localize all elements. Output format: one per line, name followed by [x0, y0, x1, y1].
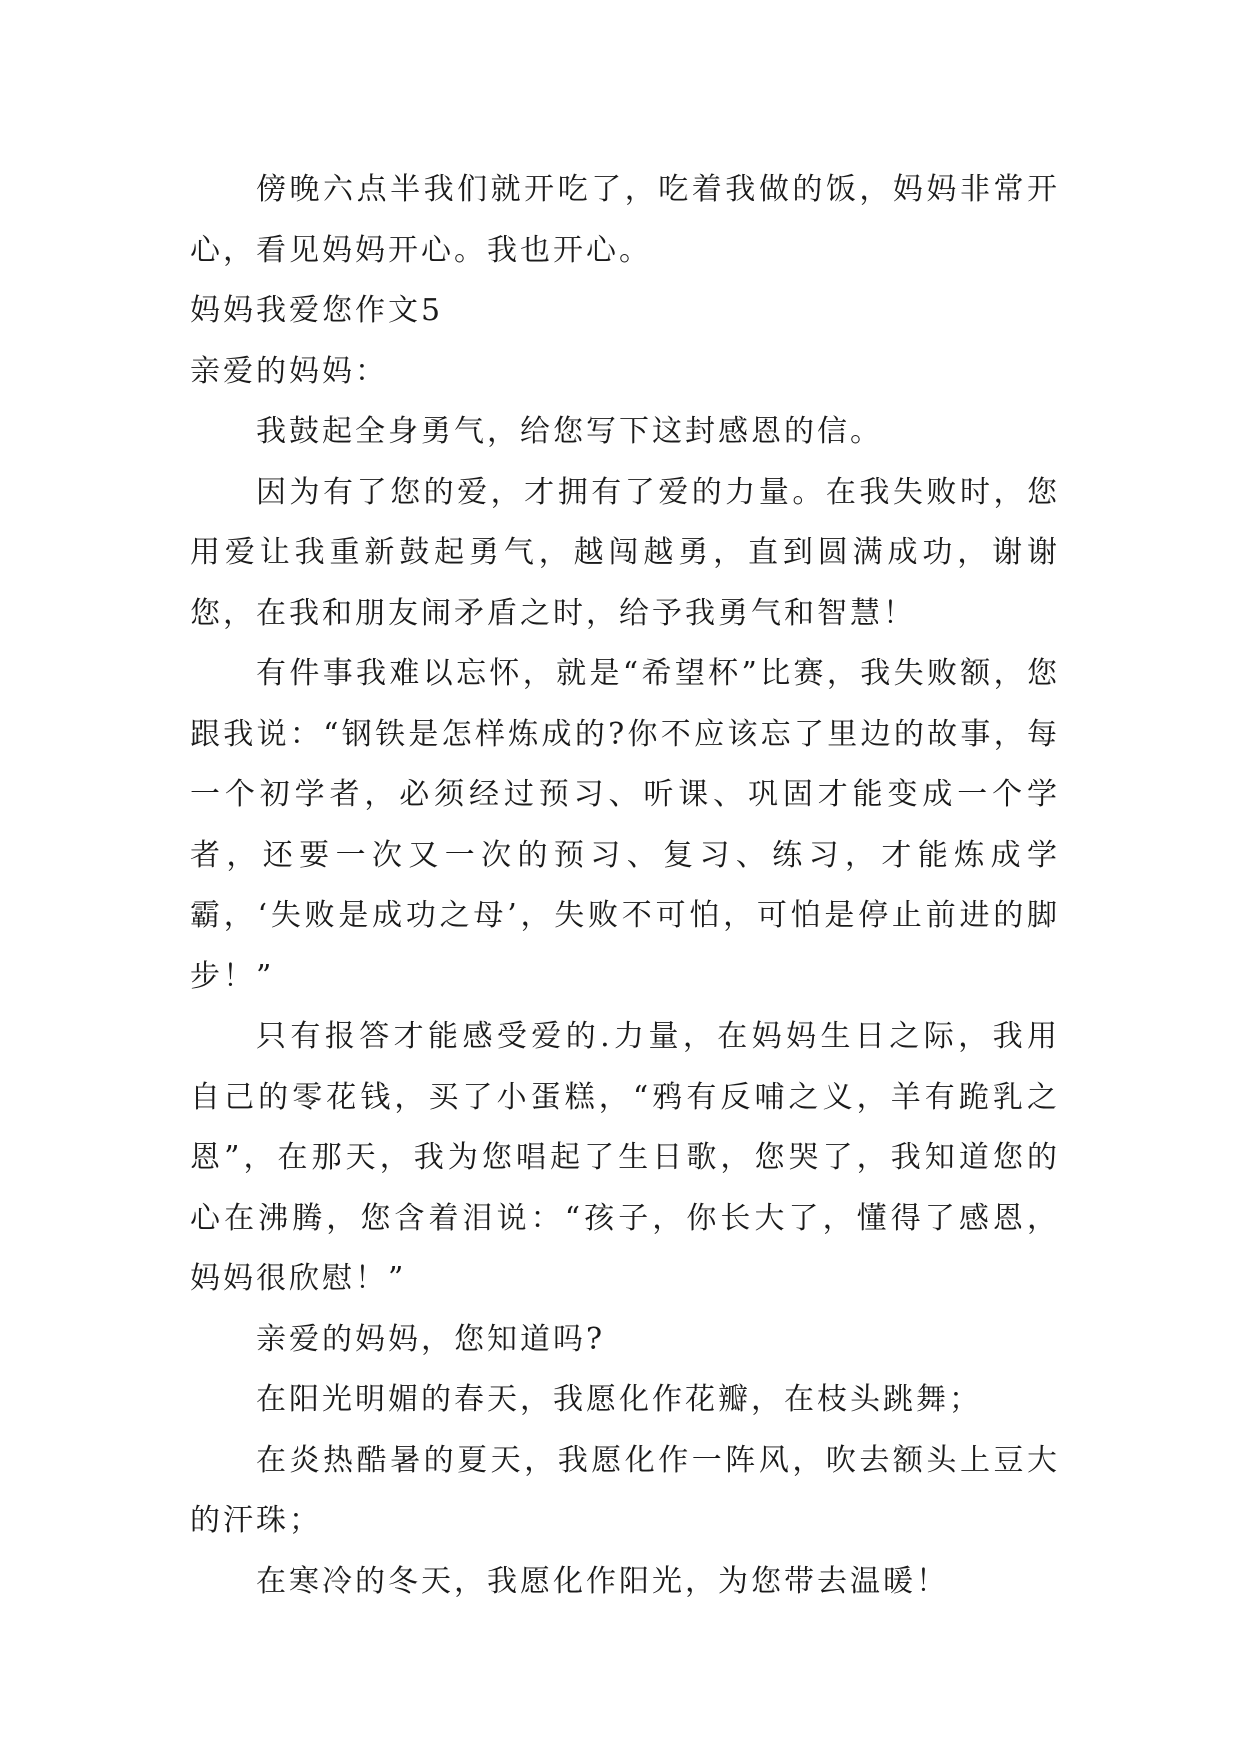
paragraph: 有件事我难以忘怀，就是“希望杯”比赛，我失败额，您跟我说：“钢铁是怎样炼成的?你不应该忘了里边的故事，每一个初学者，必须经过预习、听课、巩固才能变成一个学者，还要一次又一次的预习、复习、练习，才能炼成学霸，‘失败是成功之母’，失败不可怕，可怕是停止前进的脚步！”	[190, 656, 1060, 994]
paragraph: 傍晚六点半我们就开吃了，吃着我做的饭，妈妈非常开心，看见妈妈开心。我也开心。	[190, 172, 1060, 268]
paragraph: 在炎热酷暑的夏天，我愿化作一阵风，吹去额头上豆大的汗珠；	[190, 1442, 1060, 1538]
paragraph: 因为有了您的爱，才拥有了爱的力量。在我失败时，您用爱让我重新鼓起勇气，越闯越勇，直到圆满成功，谢谢您，在我和朋友闹矛盾之时，给予我勇气和智慧！	[190, 474, 1060, 631]
section-title: 妈妈我爱您作文5	[190, 293, 444, 328]
document-page	[190, 160, 1060, 1612]
paragraph: 亲爱的妈妈，您知道吗?	[256, 1321, 606, 1357]
paragraph: 在阳光明媚的春天，我愿化作花瓣，在枝头跳舞；	[256, 1382, 982, 1417]
paragraph: 我鼓起全身勇气，给您写下这封感恩的信。	[256, 414, 883, 449]
paragraph: 只有报答才能感受爱的.力量，在妈妈生日之际，我用自己的零花钱，买了小蛋糕，“鸦有反哺之义，羊有跪乳之恩”，在那天，我为您唱起了生日歌，您哭了，我知道您的心在沸腾，您含着泪说：“孩子，你长大了，懂得了感恩，妈妈很欣慰！”	[190, 1019, 1060, 1296]
paragraph: 在寒冷的冬天，我愿化作阳光，为您带去温暖！	[256, 1563, 949, 1599]
salutation: 亲爱的妈妈：	[190, 353, 388, 389]
